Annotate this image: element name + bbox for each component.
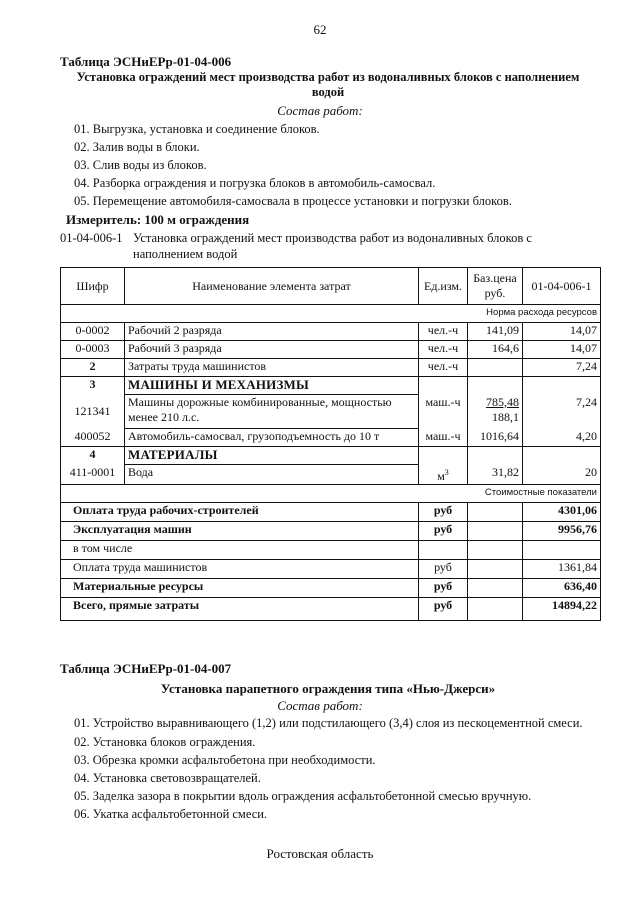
table-row xyxy=(61,359,601,377)
row-norm: 14,07 xyxy=(523,341,601,359)
cost-value: 636,40 xyxy=(523,578,601,597)
row-price xyxy=(468,359,523,377)
row-code: 400052 xyxy=(61,429,125,447)
table-row xyxy=(61,341,601,359)
footer-region: Ростовская область xyxy=(266,846,374,861)
row-price: 785,48 188,1 xyxy=(468,395,523,429)
row-code: 0-0003 xyxy=(61,341,125,359)
row-name: Автомобиль-самосвал, грузоподъемность до 10 т xyxy=(125,429,419,447)
row-norm: 4,20 xyxy=(523,429,601,447)
cost-name: Всего, прямые затраты xyxy=(61,597,419,620)
work-item: 04. Установка световозвращателей. xyxy=(74,771,261,785)
row-code: 2 xyxy=(61,359,125,377)
work-item: 03. Слив воды из блоков. xyxy=(74,158,207,172)
norm-label-row xyxy=(61,305,601,323)
cost-label-row xyxy=(61,484,601,502)
row-unit: $м^3$ xyxy=(419,465,468,485)
header-norm: 01-04-006-1 xyxy=(523,268,601,305)
cost-name: Эксплуатация машин xyxy=(61,521,419,540)
table1-works-title: Состав работ: xyxy=(277,103,363,118)
row-price: 141,09 xyxy=(468,323,523,341)
section-row xyxy=(61,377,601,395)
resource-table xyxy=(60,267,601,621)
page-number: 62 xyxy=(313,22,327,37)
work-item: 02. Залив воды в блоки. xyxy=(74,140,200,154)
table2-heading: Установка парапетного ограждения типа «Нью-Джерси» xyxy=(160,681,496,696)
table-row xyxy=(61,465,601,485)
cost-row xyxy=(61,540,601,559)
table2-works-title: Состав работ: xyxy=(277,698,363,713)
cost-unit: руб xyxy=(419,521,468,540)
cost-name: Оплата труда машинистов xyxy=(61,559,419,578)
row-price: 1016,64 xyxy=(468,429,523,447)
row-unit: чел.-ч xyxy=(419,341,468,359)
row-unit: маш.-ч xyxy=(419,395,468,429)
cost-unit: руб xyxy=(419,502,468,521)
row-name: Машины дорожные комбинированные, мощностью менее 210 л.с. xyxy=(125,395,419,429)
cost-row xyxy=(61,578,601,597)
work-item: 01. Устройство выравнивающего (1,2) или подстилающего (3,4) слоя из пескоцементной смеси. xyxy=(74,716,583,730)
work-item: 03. Обрезка кромки асфальтобетона при необходимости. xyxy=(74,753,376,767)
cost-name: Оплата труда рабочих-строителей xyxy=(61,502,419,521)
table-row xyxy=(61,395,601,429)
cost-value: 14894,22 xyxy=(523,597,601,620)
section-row xyxy=(61,447,601,465)
norm-label: Норма расхода ресурсов xyxy=(61,305,601,323)
cost-row xyxy=(61,521,601,540)
meter-label: Измеритель: 100 м ограждения xyxy=(66,212,250,227)
row-code: 0-0002 xyxy=(61,323,125,341)
row-name: Вода xyxy=(125,465,419,485)
row-price: 164,6 xyxy=(468,341,523,359)
row-name: Затраты труда машинистов xyxy=(125,359,419,377)
cost-value: 1361,84 xyxy=(523,559,601,578)
table2-title: Таблица ЭСНиЕРр-01-04-007 xyxy=(60,661,232,676)
cost-label: Стоимостные показатели xyxy=(61,484,601,502)
header-code: Шифр xyxy=(61,268,125,305)
section-code: 3 xyxy=(61,377,125,395)
cost-unit: руб xyxy=(419,578,468,597)
header-price: Баз.цена руб. xyxy=(468,268,523,305)
row-name: Рабочий 3 разряда xyxy=(125,341,419,359)
cost-unit: руб xyxy=(419,559,468,578)
code-name-line1: Установка ограждений мест производства работ из водоналивных блоков с xyxy=(133,231,532,245)
work-item: 04. Разборка ограждения и погрузка блоков в автомобиль-самосвал. xyxy=(74,176,436,190)
code-number: 01-04-006-1 xyxy=(60,231,123,245)
table-row xyxy=(61,429,601,447)
cost-name: Материальные ресурсы xyxy=(61,578,419,597)
work-item: 02. Установка блоков ограждения. xyxy=(74,735,256,749)
table1-title: Таблица ЭСНиЕРр-01-04-006 xyxy=(60,54,232,69)
header-unit: Ед.изм. xyxy=(419,268,468,305)
section-name: МАТЕРИАЛЫ xyxy=(125,447,419,465)
cost-unit: руб xyxy=(419,597,468,620)
section-name: МАШИНЫ И МЕХАНИЗМЫ xyxy=(125,377,419,395)
cost-value: 4301,06 xyxy=(523,502,601,521)
cost-row xyxy=(61,597,601,620)
row-unit: чел.-ч xyxy=(419,323,468,341)
header-name: Наименование элемента затрат xyxy=(125,268,419,305)
table-row xyxy=(61,323,601,341)
cost-name: в том числе xyxy=(61,540,419,559)
table1-heading-line1: Установка ограждений мест производства работ из водоналивных блоков с наполнением xyxy=(76,70,580,84)
row-norm: 7,24 xyxy=(523,395,601,429)
row-code: 121341 xyxy=(61,395,125,429)
code-name-line2: наполнением водой xyxy=(133,247,238,261)
work-item: 06. Укатка асфальтобетонной смеси. xyxy=(74,807,268,821)
row-unit: маш.-ч xyxy=(419,429,468,447)
row-unit: чел.-ч xyxy=(419,359,468,377)
cost-row xyxy=(61,559,601,578)
row-name: Рабочий 2 разряда xyxy=(125,323,419,341)
section-code: 4 xyxy=(61,447,125,465)
row-norm: 7,24 xyxy=(523,359,601,377)
work-item: 05. Перемещение автомобиля-самосвала в процессе установки и погрузки блоков. xyxy=(74,194,512,208)
work-item: 01. Выгрузка, установка и соединение блоков. xyxy=(74,122,320,136)
row-norm: 20 xyxy=(523,465,601,485)
row-norm: 14,07 xyxy=(523,323,601,341)
work-item: 05. Заделка зазора в покрытии вдоль ограждения асфальтобетонной смесью вручную. xyxy=(74,789,532,803)
row-price: 31,82 xyxy=(468,465,523,485)
cost-value: 9956,76 xyxy=(523,521,601,540)
row-code: 411-0001 xyxy=(61,465,125,485)
table-header-row xyxy=(61,268,601,305)
table1-heading-line2: водой xyxy=(311,85,345,99)
cost-row xyxy=(61,502,601,521)
